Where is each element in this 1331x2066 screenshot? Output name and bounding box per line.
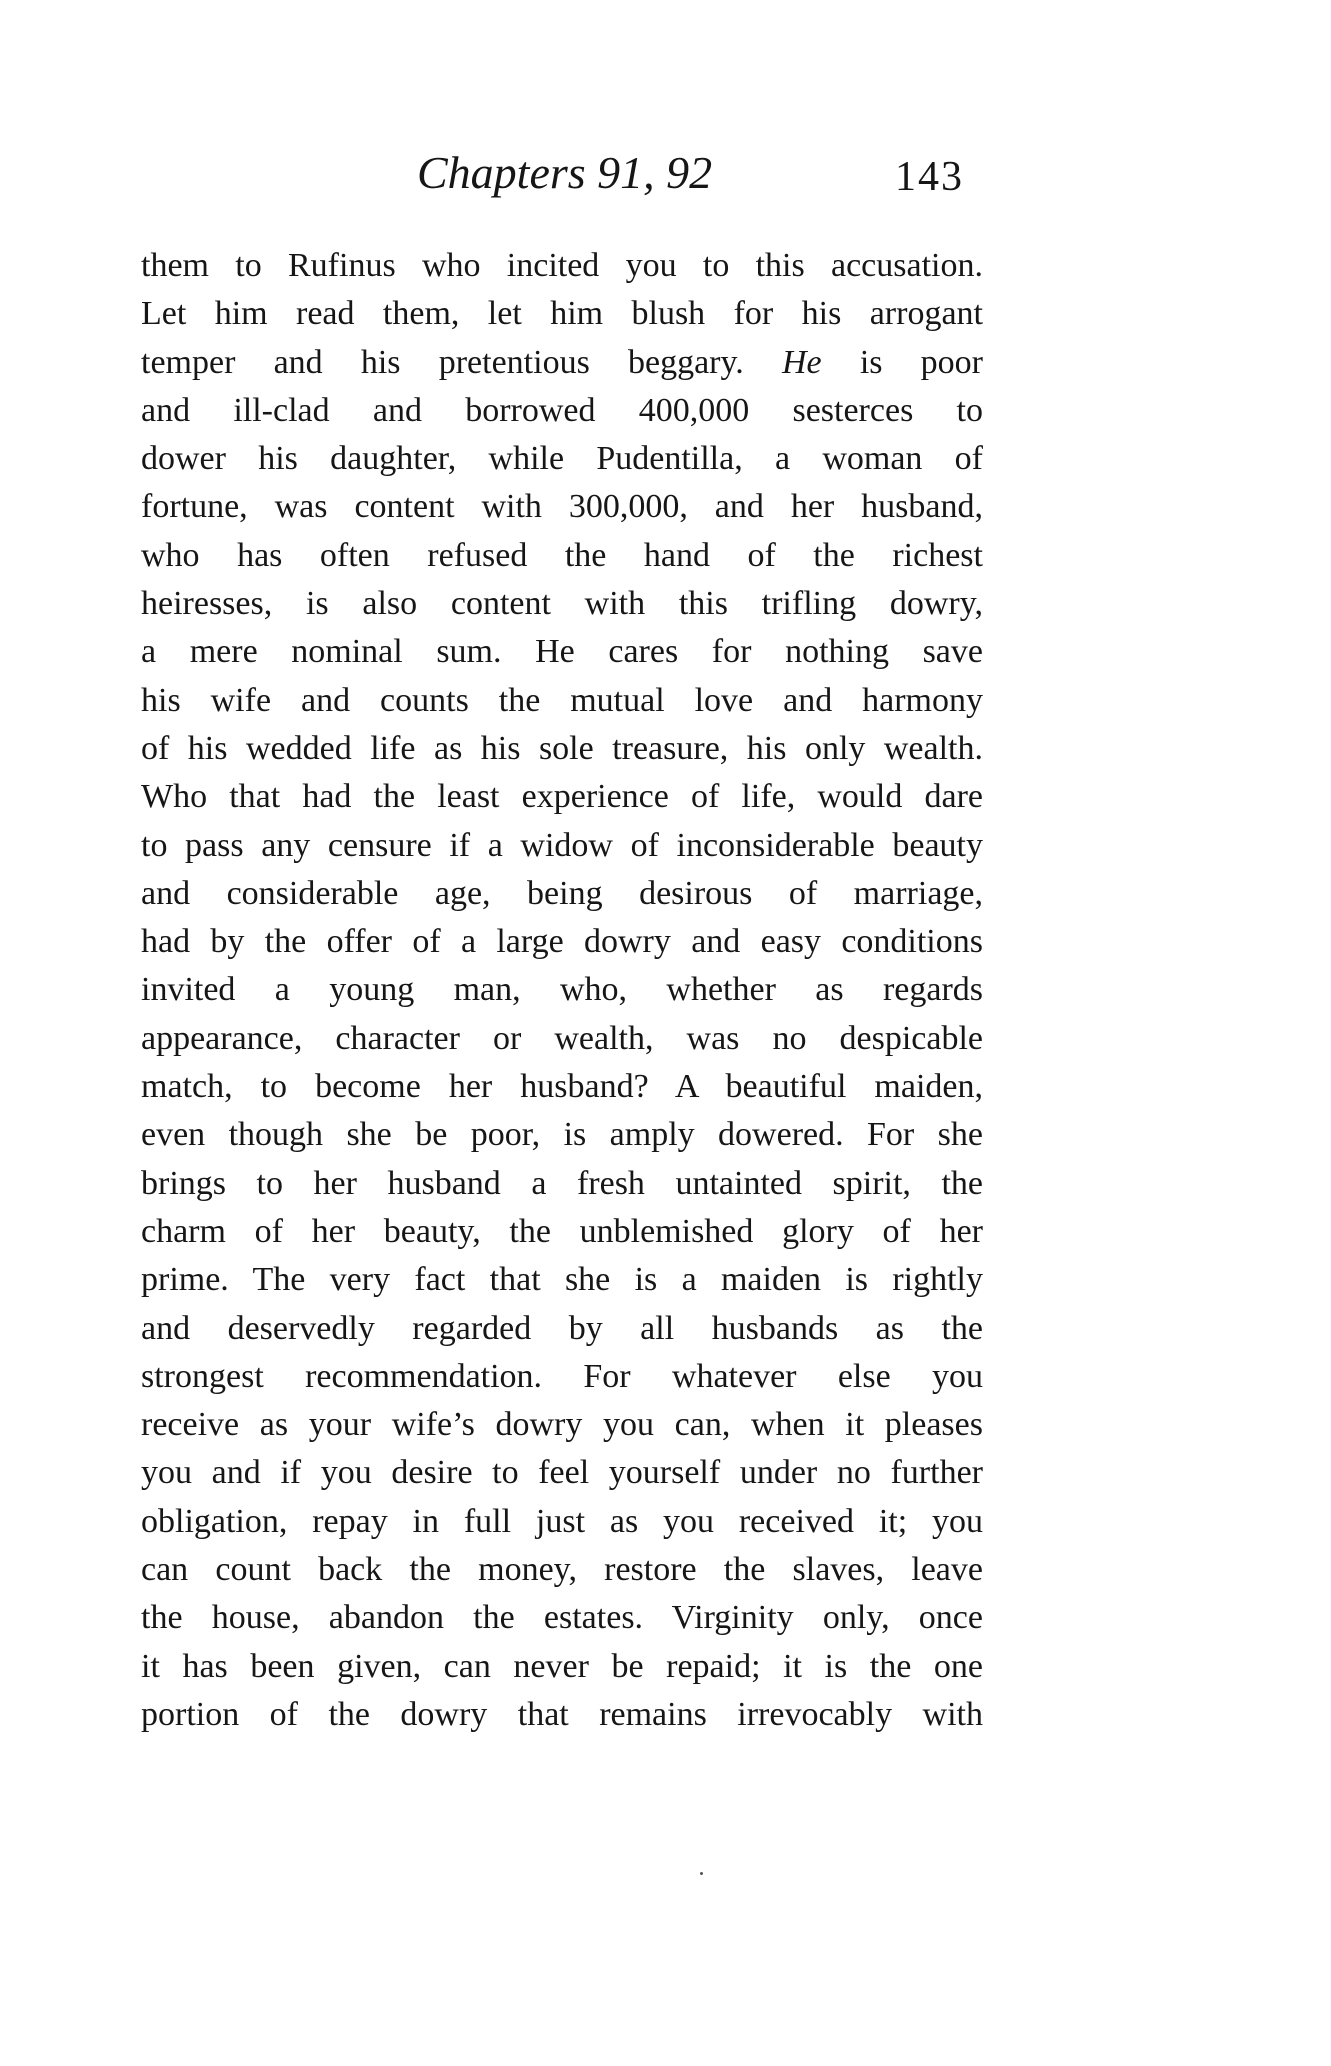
text-line: who has often refused the hand of the richest (141, 536, 983, 574)
text-run: temper and his pretentious beggary. (141, 343, 744, 381)
text-line: a mere nominal sum. He cares for nothing save (141, 633, 983, 671)
text-line: brings to her husband a fresh untainted spirit, the (141, 1164, 983, 1202)
print-speck (700, 1872, 703, 1875)
text-line: receive as your wife’s dowry you can, when it pleases (141, 1406, 983, 1444)
text-line: Let him read them, let him blush for his arrogant (141, 295, 983, 333)
text-line: heiresses, is also content with this trifling dowry, (141, 585, 983, 623)
text-line: prime. The very fact that she is a maiden is rightly (141, 1261, 983, 1299)
chapter-title: Chapters 91, 92 (417, 147, 713, 198)
text-line: dower his daughter, while Pudentilla, a woman of (141, 440, 983, 478)
text-line: charm of her beauty, the unblemished glory of her (141, 1212, 983, 1250)
text-line: even though she be poor, is amply dowered. For she (141, 1116, 983, 1154)
text-line: invited a young man, who, whether as regards (141, 971, 983, 1009)
text-line: match, to become her husband? A beautiful maiden, (141, 1068, 983, 1106)
text-line: strongest recommendation. For whatever else you (141, 1357, 983, 1395)
text-line: it has been given, can never be repaid; it is the one (141, 1647, 983, 1685)
text-line: them to Rufinus who incited you to this accusation. (141, 247, 983, 284)
text-line: had by the offer of a large dowry and easy conditions (141, 923, 983, 961)
running-header (0, 147, 1331, 230)
text-line: you and if you desire to feel yourself under no further (141, 1454, 983, 1492)
page-number: 143 (895, 154, 964, 200)
text-line: obligation, repay in full just as you received it; you (141, 1502, 983, 1540)
text-line: and considerable age, being desirous of marriage, (141, 874, 983, 912)
text-line: of his wedded life as his sole treasure, his only wealth. (141, 729, 983, 767)
text-line: can count back the money, restore the slaves, leave (141, 1551, 983, 1589)
text-line: the house, abandon the estates. Virginity only, once (141, 1599, 983, 1637)
text-line: portion of the dowry that remains irrevocably with (141, 1695, 983, 1733)
body-text (141, 242, 983, 1788)
text-run: is poor (859, 343, 983, 381)
text-line: appearance, character or wealth, was no despicable (141, 1019, 983, 1057)
text-line: to pass any censure if a widow of inconsiderable beauty (141, 826, 983, 864)
italic-word: He (781, 343, 822, 381)
text-line: his wife and counts the mutual love and harmony (141, 681, 983, 719)
text-line: and ill-clad and borrowed 400,000 sesterces to (141, 391, 983, 429)
text-line: Who that had the least experience of life, would dare (141, 778, 983, 816)
text-line (141, 1739, 983, 1787)
text-line: and deservedly regarded by all husbands as the (141, 1309, 983, 1347)
text-line (141, 339, 983, 387)
text-line: fortune, was content with 300,000, and her husband, (141, 488, 983, 526)
